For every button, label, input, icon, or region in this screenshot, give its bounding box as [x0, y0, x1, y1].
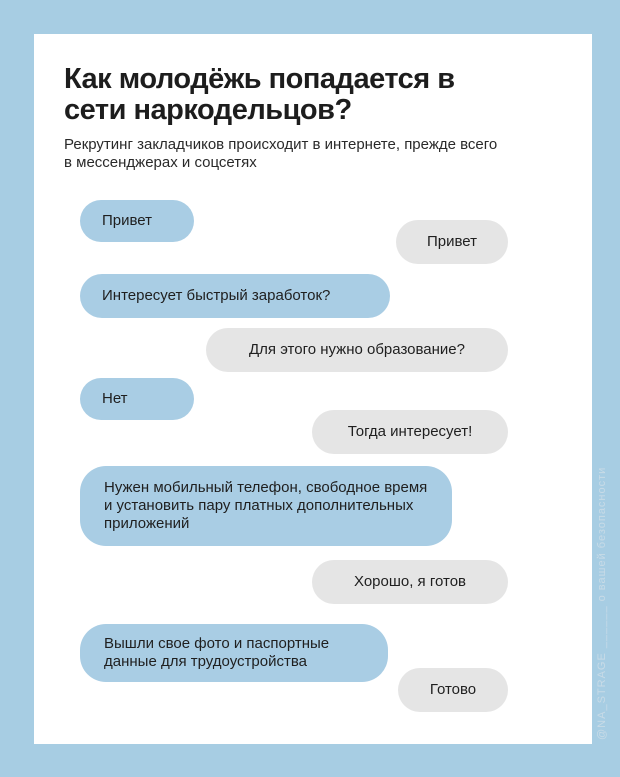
message-text: Тогда интересует! — [347, 423, 473, 440]
page-title: Как молодёжь попадается в сети наркодельцов? — [64, 63, 455, 126]
message-text: Для этого нужно образование? — [249, 341, 465, 358]
chat-message-right — [396, 220, 508, 264]
message-text: Привет — [426, 233, 478, 250]
message-text: Нет — [102, 390, 128, 407]
chat-message-right — [312, 560, 508, 604]
message-text: Вышли свое фото и паспортные данные для трудоустройства — [104, 635, 330, 670]
message-text: Интересует быстрый заработок? — [102, 287, 331, 304]
watermark-text: @NA_STRAGE ______ о вашей безопасности — [596, 466, 608, 740]
chat-message-left — [80, 378, 194, 420]
message-text: Нужен мобильный телефон, свободное время и установить пару платных дополнительных приложений — [104, 479, 428, 532]
message-text: Готово — [429, 681, 477, 698]
chat-message-left — [80, 200, 194, 242]
chat-message-left — [80, 274, 390, 318]
chat-message-left — [80, 466, 452, 546]
chat-message-right — [312, 410, 508, 454]
message-text: Привет — [102, 212, 153, 229]
chat-message-right — [206, 328, 508, 372]
chat-message-right — [398, 668, 508, 712]
chat-message-left — [80, 624, 388, 682]
page-subtitle: Рекрутинг закладчиков происходит в интернете, прежде всего в мессенджерах и соцсетях — [64, 136, 498, 171]
message-text: Хорошо, я готов — [353, 573, 467, 590]
infographic-card — [34, 34, 592, 744]
